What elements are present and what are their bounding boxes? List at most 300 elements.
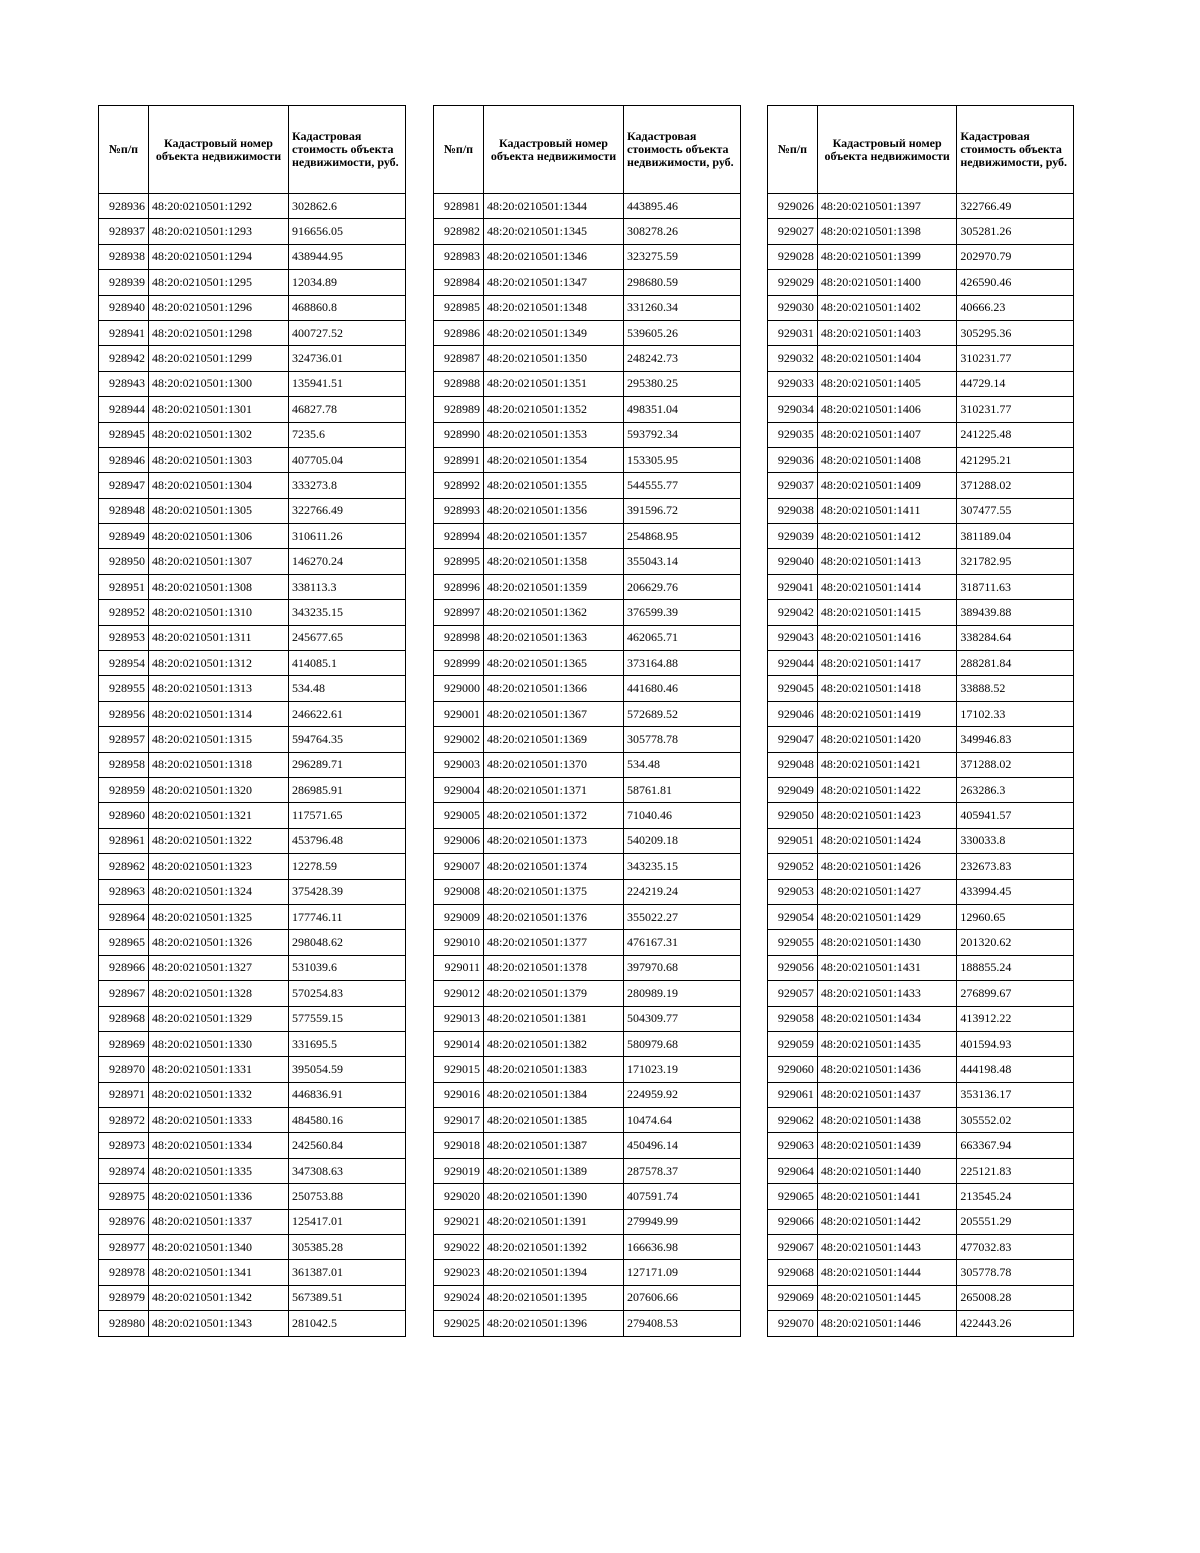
table-row (99, 777, 406, 802)
cadastral-value-cell: 349946.83 (957, 727, 1074, 752)
row-number-cell: 928958 (99, 752, 149, 777)
cadastral-value-cell: 201320.62 (957, 930, 1074, 955)
row-number-cell: 928944 (99, 397, 149, 422)
cadastral-number-cell: 48:20:0210501:1306 (149, 524, 289, 549)
row-number-cell: 928995 (434, 549, 484, 574)
cadastral-number-cell: 48:20:0210501:1320 (149, 777, 289, 802)
cadastral-number-cell: 48:20:0210501:1444 (817, 1260, 957, 1285)
cadastral-value-cell: 305281.26 (957, 219, 1074, 244)
row-number-cell: 929037 (768, 473, 818, 498)
table-row (768, 1184, 1074, 1209)
cadastral-number-cell: 48:20:0210501:1311 (149, 625, 289, 650)
row-number-cell: 928972 (99, 1108, 149, 1133)
table-row (768, 1158, 1074, 1183)
table-row (434, 320, 741, 345)
row-number-cell: 929068 (768, 1260, 818, 1285)
cadastral-value-cell: 441680.46 (624, 676, 741, 701)
row-number-cell: 928978 (99, 1260, 149, 1285)
cadastral-value-cell: 254868.95 (624, 524, 741, 549)
table-row (768, 498, 1074, 523)
cadastral-value-cell: 40666.23 (957, 295, 1074, 320)
cadastral-value-cell: 46827.78 (289, 397, 406, 422)
row-number-cell: 928976 (99, 1209, 149, 1234)
cadastral-value-cell: 375428.39 (289, 879, 406, 904)
tables-container (98, 105, 1074, 1341)
row-number-cell: 928966 (99, 955, 149, 980)
cadastral-number-cell: 48:20:0210501:1390 (484, 1184, 624, 1209)
table-row (768, 777, 1074, 802)
table-row (99, 524, 406, 549)
cadastral-number-cell: 48:20:0210501:1408 (817, 447, 957, 472)
cadastral-value-cell: 245677.65 (289, 625, 406, 650)
cadastral-number-cell: 48:20:0210501:1304 (149, 473, 289, 498)
cadastral-value-cell: 371288.02 (957, 473, 1074, 498)
row-number-cell: 929056 (768, 955, 818, 980)
table-row (99, 803, 406, 828)
cadastral-value-cell: 376599.39 (624, 600, 741, 625)
table-header-row (768, 106, 1074, 194)
cadastral-value-cell: 413912.22 (957, 1006, 1074, 1031)
row-number-cell: 928963 (99, 879, 149, 904)
cadastral-number-cell: 48:20:0210501:1387 (484, 1133, 624, 1158)
cadastral-value-cell: 279408.53 (624, 1311, 741, 1336)
table-row (434, 752, 741, 777)
cadastral-number-cell: 48:20:0210501:1296 (149, 295, 289, 320)
row-number-cell: 929053 (768, 879, 818, 904)
cadastral-number-cell: 48:20:0210501:1389 (484, 1158, 624, 1183)
row-number-cell: 928989 (434, 397, 484, 422)
cadastral-number-cell: 48:20:0210501:1292 (149, 194, 289, 219)
cadastral-value-cell: 468860.8 (289, 295, 406, 320)
row-number-cell: 929024 (434, 1285, 484, 1310)
cadastral-value-cell: 355022.27 (624, 904, 741, 929)
cadastral-value-cell: 12034.89 (289, 270, 406, 295)
cadastral-value-cell: 373164.88 (624, 651, 741, 676)
table-row (768, 574, 1074, 599)
cadastral-value-cell: 426590.46 (957, 270, 1074, 295)
row-number-cell: 928987 (434, 346, 484, 371)
cadastral-value-cell: 44729.14 (957, 371, 1074, 396)
row-number-cell: 929025 (434, 1311, 484, 1336)
cadastral-value-cell: 207606.66 (624, 1285, 741, 1310)
cadastral-number-cell: 48:20:0210501:1442 (817, 1209, 957, 1234)
row-number-cell: 929033 (768, 371, 818, 396)
table-row (99, 397, 406, 422)
cadastral-number-cell: 48:20:0210501:1407 (817, 422, 957, 447)
cadastral-value-cell: 484580.16 (289, 1108, 406, 1133)
cadastral-number-cell: 48:20:0210501:1351 (484, 371, 624, 396)
cadastral-number-cell: 48:20:0210501:1437 (817, 1082, 957, 1107)
row-number-cell: 928941 (99, 320, 149, 345)
table-row (99, 1082, 406, 1107)
table-row (434, 244, 741, 269)
row-number-cell: 928960 (99, 803, 149, 828)
cadastral-number-cell: 48:20:0210501:1358 (484, 549, 624, 574)
row-number-cell: 928954 (99, 651, 149, 676)
table-row (768, 803, 1074, 828)
header-cadastral-number: Кадастровый номер объекта недвижимости (817, 106, 957, 194)
table-row (434, 701, 741, 726)
cadastral-value-cell: 33888.52 (957, 676, 1074, 701)
table-row (768, 752, 1074, 777)
row-number-cell: 928946 (99, 447, 149, 472)
table-row (99, 1311, 406, 1336)
table-row (434, 1311, 741, 1336)
row-number-cell: 928952 (99, 600, 149, 625)
cadastral-number-cell: 48:20:0210501:1372 (484, 803, 624, 828)
cadastral-number-cell: 48:20:0210501:1345 (484, 219, 624, 244)
table-row (99, 270, 406, 295)
table-row (768, 1133, 1074, 1158)
table-row (434, 498, 741, 523)
row-number-cell: 928939 (99, 270, 149, 295)
table-row (768, 473, 1074, 498)
cadastral-value-cell: 310231.77 (957, 397, 1074, 422)
table-row (768, 524, 1074, 549)
cadastral-value-cell: 265008.28 (957, 1285, 1074, 1310)
row-number-cell: 928953 (99, 625, 149, 650)
cadastral-value-cell: 127171.09 (624, 1260, 741, 1285)
table-row (434, 803, 741, 828)
cadastral-number-cell: 48:20:0210501:1326 (149, 930, 289, 955)
table-row (99, 904, 406, 929)
row-number-cell: 929001 (434, 701, 484, 726)
table-row (768, 828, 1074, 853)
row-number-cell: 928999 (434, 651, 484, 676)
table-row (768, 219, 1074, 244)
row-number-cell: 929041 (768, 574, 818, 599)
row-number-cell: 929026 (768, 194, 818, 219)
row-number-cell: 929003 (434, 752, 484, 777)
row-number-cell: 929069 (768, 1285, 818, 1310)
cadastral-value-cell: 263286.3 (957, 777, 1074, 802)
cadastral-number-cell: 48:20:0210501:1344 (484, 194, 624, 219)
cadastral-value-cell: 225121.83 (957, 1158, 1074, 1183)
cadastral-number-cell: 48:20:0210501:1415 (817, 600, 957, 625)
cadastral-number-cell: 48:20:0210501:1421 (817, 752, 957, 777)
table-row (768, 1006, 1074, 1031)
cadastral-number-cell: 48:20:0210501:1409 (817, 473, 957, 498)
cadastral-value-cell: 305295.36 (957, 320, 1074, 345)
cadastral-value-cell: 17102.33 (957, 701, 1074, 726)
table-row (434, 473, 741, 498)
row-number-cell: 929059 (768, 1031, 818, 1056)
table-row (99, 600, 406, 625)
row-number-cell: 928977 (99, 1235, 149, 1260)
cadastral-value-cell: 534.48 (289, 676, 406, 701)
table-row (434, 727, 741, 752)
table-row (99, 1108, 406, 1133)
row-number-cell: 928992 (434, 473, 484, 498)
row-number-cell: 929040 (768, 549, 818, 574)
table-row (99, 295, 406, 320)
cadastral-value-cell: 540209.18 (624, 828, 741, 853)
cadastral-number-cell: 48:20:0210501:1343 (149, 1311, 289, 1336)
row-number-cell: 929058 (768, 1006, 818, 1031)
cadastral-value-cell: 177746.11 (289, 904, 406, 929)
cadastral-number-cell: 48:20:0210501:1308 (149, 574, 289, 599)
cadastral-number-cell: 48:20:0210501:1446 (817, 1311, 957, 1336)
cadastral-number-cell: 48:20:0210501:1431 (817, 955, 957, 980)
cadastral-value-cell: 534.48 (624, 752, 741, 777)
table-row (434, 194, 741, 219)
table-row (99, 498, 406, 523)
table-row (99, 854, 406, 879)
table-row (99, 219, 406, 244)
row-number-cell: 929000 (434, 676, 484, 701)
cadastral-value-cell: 498351.04 (624, 397, 741, 422)
table-row (768, 346, 1074, 371)
table-row (434, 828, 741, 853)
cadastral-value-cell: 125417.01 (289, 1209, 406, 1234)
table-row (99, 473, 406, 498)
cadastral-number-cell: 48:20:0210501:1397 (817, 194, 957, 219)
cadastral-value-cell: 12278.59 (289, 854, 406, 879)
cadastral-number-cell: 48:20:0210501:1300 (149, 371, 289, 396)
table-row (434, 1031, 741, 1056)
cadastral-value-cell: 446836.91 (289, 1082, 406, 1107)
table-row (768, 371, 1074, 396)
cadastral-table-1 (98, 105, 406, 1337)
cadastral-value-cell: 531039.6 (289, 955, 406, 980)
cadastral-value-cell: 401594.93 (957, 1031, 1074, 1056)
cadastral-value-cell: 353136.17 (957, 1082, 1074, 1107)
row-number-cell: 928965 (99, 930, 149, 955)
cadastral-value-cell: 330033.8 (957, 828, 1074, 853)
table-row (768, 676, 1074, 701)
row-number-cell: 928947 (99, 473, 149, 498)
row-number-cell: 928959 (99, 777, 149, 802)
table-row (768, 1235, 1074, 1260)
row-number-cell: 928994 (434, 524, 484, 549)
cadastral-value-cell: 462065.71 (624, 625, 741, 650)
table-row (99, 1031, 406, 1056)
cadastral-value-cell: 572689.52 (624, 701, 741, 726)
table-row (99, 1235, 406, 1260)
table-row (768, 955, 1074, 980)
cadastral-number-cell: 48:20:0210501:1324 (149, 879, 289, 904)
cadastral-number-cell: 48:20:0210501:1305 (149, 498, 289, 523)
cadastral-number-cell: 48:20:0210501:1332 (149, 1082, 289, 1107)
table-row (99, 1057, 406, 1082)
table-row (434, 1158, 741, 1183)
row-number-cell: 929030 (768, 295, 818, 320)
cadastral-value-cell: 298048.62 (289, 930, 406, 955)
cadastral-value-cell: 407705.04 (289, 447, 406, 472)
cadastral-value-cell: 288281.84 (957, 651, 1074, 676)
row-number-cell: 929042 (768, 600, 818, 625)
cadastral-number-cell: 48:20:0210501:1405 (817, 371, 957, 396)
table-row (768, 447, 1074, 472)
row-number-cell: 929070 (768, 1311, 818, 1336)
row-number-cell: 928968 (99, 1006, 149, 1031)
row-number-cell: 929004 (434, 777, 484, 802)
row-number-cell: 928996 (434, 574, 484, 599)
table-body (434, 194, 741, 1337)
cadastral-number-cell: 48:20:0210501:1330 (149, 1031, 289, 1056)
row-number-cell: 929021 (434, 1209, 484, 1234)
cadastral-number-cell: 48:20:0210501:1378 (484, 955, 624, 980)
cadastral-value-cell: 224219.24 (624, 879, 741, 904)
table-row (434, 1209, 741, 1234)
table-row (99, 371, 406, 396)
cadastral-value-cell: 302862.6 (289, 194, 406, 219)
row-number-cell: 928985 (434, 295, 484, 320)
row-number-cell: 929050 (768, 803, 818, 828)
header-cadastral-value: Кадастровая стоимость объекта недвижимости, руб. (289, 106, 406, 194)
cadastral-value-cell: 400727.52 (289, 320, 406, 345)
cadastral-value-cell: 280989.19 (624, 981, 741, 1006)
row-number-cell: 929011 (434, 955, 484, 980)
cadastral-number-cell: 48:20:0210501:1334 (149, 1133, 289, 1158)
row-number-cell: 928949 (99, 524, 149, 549)
table-row (434, 1235, 741, 1260)
row-number-cell: 929063 (768, 1133, 818, 1158)
cadastral-number-cell: 48:20:0210501:1315 (149, 727, 289, 752)
row-number-cell: 929036 (768, 447, 818, 472)
table-row (768, 295, 1074, 320)
table-row (768, 854, 1074, 879)
row-number-cell: 929048 (768, 752, 818, 777)
cadastral-number-cell: 48:20:0210501:1350 (484, 346, 624, 371)
table-row (434, 549, 741, 574)
row-number-cell: 929029 (768, 270, 818, 295)
cadastral-number-cell: 48:20:0210501:1400 (817, 270, 957, 295)
cadastral-value-cell: 250753.88 (289, 1184, 406, 1209)
table-header-row (434, 106, 741, 194)
row-number-cell: 928951 (99, 574, 149, 599)
table-row (99, 574, 406, 599)
table-row (99, 422, 406, 447)
row-number-cell: 928945 (99, 422, 149, 447)
table-row (768, 320, 1074, 345)
cadastral-value-cell: 544555.77 (624, 473, 741, 498)
cadastral-number-cell: 48:20:0210501:1363 (484, 625, 624, 650)
table-row (99, 930, 406, 955)
cadastral-number-cell: 48:20:0210501:1352 (484, 397, 624, 422)
cadastral-number-cell: 48:20:0210501:1413 (817, 549, 957, 574)
table-row (434, 270, 741, 295)
cadastral-number-cell: 48:20:0210501:1294 (149, 244, 289, 269)
row-number-cell: 929010 (434, 930, 484, 955)
row-number-cell: 929067 (768, 1235, 818, 1260)
row-number-cell: 929057 (768, 981, 818, 1006)
row-number-cell: 928967 (99, 981, 149, 1006)
cadastral-value-cell: 580979.68 (624, 1031, 741, 1056)
cadastral-number-cell: 48:20:0210501:1355 (484, 473, 624, 498)
table-row (99, 549, 406, 574)
row-number-cell: 929014 (434, 1031, 484, 1056)
table-row (99, 1209, 406, 1234)
cadastral-number-cell: 48:20:0210501:1396 (484, 1311, 624, 1336)
row-number-cell: 929054 (768, 904, 818, 929)
cadastral-value-cell: 276899.67 (957, 981, 1074, 1006)
cadastral-number-cell: 48:20:0210501:1365 (484, 651, 624, 676)
cadastral-number-cell: 48:20:0210501:1429 (817, 904, 957, 929)
row-number-cell: 929031 (768, 320, 818, 345)
table-row (434, 295, 741, 320)
cadastral-value-cell: 476167.31 (624, 930, 741, 955)
table-row (99, 955, 406, 980)
cadastral-value-cell: 279949.99 (624, 1209, 741, 1234)
row-number-cell: 929064 (768, 1158, 818, 1183)
cadastral-number-cell: 48:20:0210501:1385 (484, 1108, 624, 1133)
cadastral-number-cell: 48:20:0210501:1356 (484, 498, 624, 523)
cadastral-number-cell: 48:20:0210501:1353 (484, 422, 624, 447)
table-row (99, 320, 406, 345)
cadastral-value-cell: 321782.95 (957, 549, 1074, 574)
row-number-cell: 929062 (768, 1108, 818, 1133)
cadastral-value-cell: 389439.88 (957, 600, 1074, 625)
cadastral-value-cell: 10474.64 (624, 1108, 741, 1133)
table-row (434, 676, 741, 701)
cadastral-value-cell: 242560.84 (289, 1133, 406, 1158)
table-row (768, 1108, 1074, 1133)
cadastral-number-cell: 48:20:0210501:1395 (484, 1285, 624, 1310)
table-header-row (99, 106, 406, 194)
row-number-cell: 928988 (434, 371, 484, 396)
cadastral-number-cell: 48:20:0210501:1359 (484, 574, 624, 599)
row-number-cell: 928974 (99, 1158, 149, 1183)
row-number-cell: 928962 (99, 854, 149, 879)
row-number-cell: 929034 (768, 397, 818, 422)
cadastral-number-cell: 48:20:0210501:1327 (149, 955, 289, 980)
table-row (768, 625, 1074, 650)
row-number-cell: 928979 (99, 1285, 149, 1310)
cadastral-number-cell: 48:20:0210501:1321 (149, 803, 289, 828)
row-number-cell: 929060 (768, 1057, 818, 1082)
cadastral-number-cell: 48:20:0210501:1354 (484, 447, 624, 472)
cadastral-number-cell: 48:20:0210501:1404 (817, 346, 957, 371)
row-number-cell: 928975 (99, 1184, 149, 1209)
row-number-cell: 928970 (99, 1057, 149, 1082)
row-number-cell: 928969 (99, 1031, 149, 1056)
cadastral-value-cell: 305552.02 (957, 1108, 1074, 1133)
cadastral-value-cell: 213545.24 (957, 1184, 1074, 1209)
cadastral-number-cell: 48:20:0210501:1310 (149, 600, 289, 625)
row-number-cell: 929049 (768, 777, 818, 802)
cadastral-value-cell: 355043.14 (624, 549, 741, 574)
table-row (434, 1082, 741, 1107)
cadastral-value-cell: 433994.45 (957, 879, 1074, 904)
table-row (434, 346, 741, 371)
cadastral-value-cell: 241225.48 (957, 422, 1074, 447)
cadastral-number-cell: 48:20:0210501:1427 (817, 879, 957, 904)
cadastral-number-cell: 48:20:0210501:1325 (149, 904, 289, 929)
cadastral-value-cell: 323275.59 (624, 244, 741, 269)
table-row (99, 194, 406, 219)
cadastral-number-cell: 48:20:0210501:1375 (484, 879, 624, 904)
row-number-cell: 928986 (434, 320, 484, 345)
table-row (434, 1057, 741, 1082)
cadastral-number-cell: 48:20:0210501:1298 (149, 320, 289, 345)
cadastral-value-cell: 310611.26 (289, 524, 406, 549)
cadastral-value-cell: 397970.68 (624, 955, 741, 980)
cadastral-value-cell: 71040.46 (624, 803, 741, 828)
cadastral-number-cell: 48:20:0210501:1430 (817, 930, 957, 955)
table-row (99, 727, 406, 752)
cadastral-number-cell: 48:20:0210501:1382 (484, 1031, 624, 1056)
cadastral-value-cell: 322766.49 (289, 498, 406, 523)
cadastral-value-cell: 338284.64 (957, 625, 1074, 650)
cadastral-value-cell: 7235.6 (289, 422, 406, 447)
cadastral-number-cell: 48:20:0210501:1383 (484, 1057, 624, 1082)
table-row (768, 651, 1074, 676)
table-row (434, 651, 741, 676)
table-row (99, 1133, 406, 1158)
cadastral-value-cell: 305385.28 (289, 1235, 406, 1260)
cadastral-value-cell: 318711.63 (957, 574, 1074, 599)
